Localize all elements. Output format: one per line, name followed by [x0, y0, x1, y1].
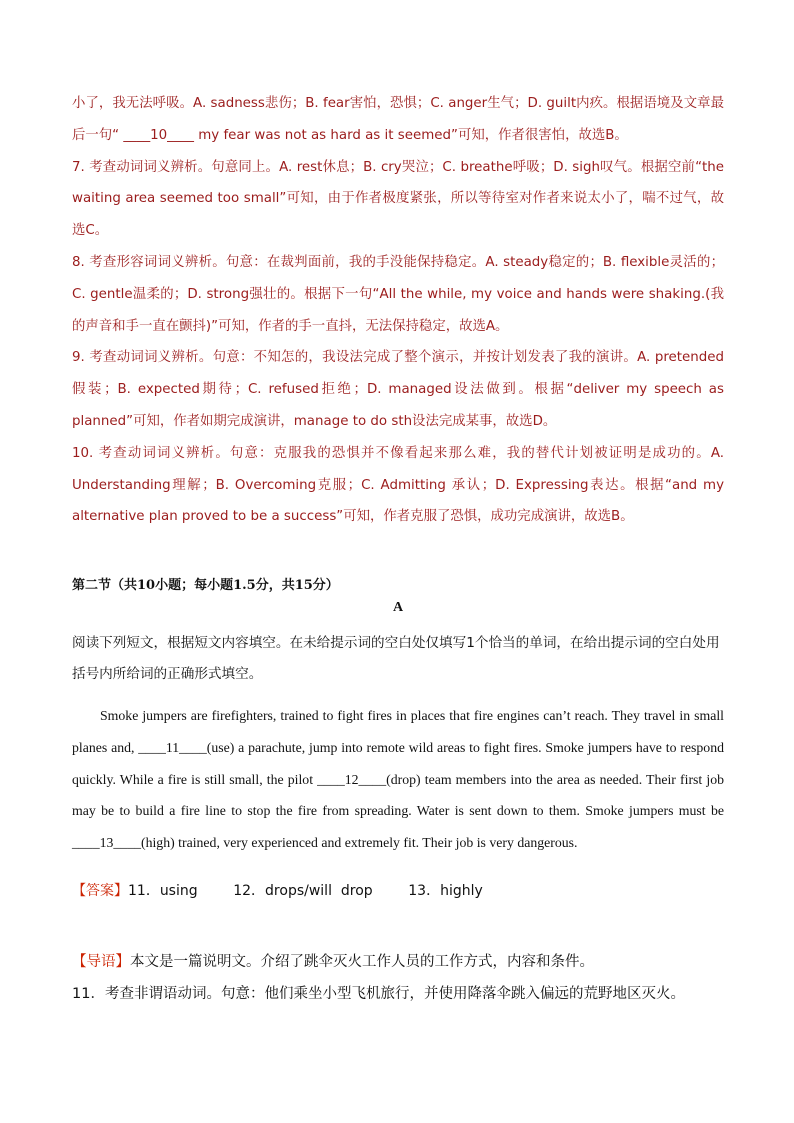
guide-line: [72, 946, 732, 978]
explanation-6-cont: 小了，我无法呼吸。A. sadness悲伤；B. fear害怕，恐惧；C. anger生气；D. guilt内疚。根据语境及文章最后一句“ ____10____ my fear was not as hard as it seemed”可知，作者很害怕，故选B。: [72, 96, 724, 143]
explanation-9: 9. 考查动词词义辨析。句意：不知怎的，我设法完成了整个演示，并按计划发表了我的演讲。A. pretended假装；B. expected期待；C. refused拒绝；D. managed设法做到。根据“deliver my speech as planned”可知，作者如期完成演讲，manage to do sth设法完成某事，故选D。: [72, 350, 724, 429]
document-page: [72, 88, 724, 1002]
answer-line: [72, 880, 483, 900]
guide-label: 【导语】: [72, 954, 130, 970]
explanation-10: 10. 考查动词词义辨析。句意：克服我的恐惧并不像看起来那么难，我的替代计划被证明是成功的。A. Understanding理解；B. Overcoming克服；C. Admitting 承认；D. Expressing表达。根据“and my alternative plan proved to be a success”可知，作者克服了恐惧，成功完成演讲，故选B。: [72, 445, 724, 525]
reading-passage: Smoke jumpers are firefighters, trained to fight fires in places that fire engines can’t reach. They travel in small planes and, ____11____(use) a parachute, jump into remote wild areas to fight fires. Smoke jumpers have to respond quickly. While a fire is still small, the pilot ____12____(drop) team members into the area as needed. Their first job may be to build a fire line to stop the fire from spreading. Water is sent down to them. Smoke jumpers must be ____13____(high) trained, very experienced and extremely fit. Their job is very dangerous.: [72, 708, 724, 851]
guide-text: 本文是一篇说明文。介绍了跳伞灭火工作人员的工作方式，内容和条件。: [130, 954, 594, 970]
section-title: 第二节（共10小题；每小题1.5分，共15分）: [72, 578, 339, 593]
part-label: A: [392, 600, 404, 615]
explanation-8: 8. 考查形容词词义辨析。句意：在裁判面前，我的手没能保持稳定。A. steady稳定的；B. flexible灵活的；C. gentle温柔的；D. strong强壮的。根据下一句“All the while, my voice and hands were shaking.(我的声音和手一直在颤抖)”可知，作者的手一直抖，无法保持稳定，故选A。: [72, 254, 724, 334]
answer-text: 11．using 12．drops/will drop 13．highly: [128, 883, 483, 899]
explanation-7: 7. 考查动词词义辨析。句意同上。A. rest休息；B. cry哭泣；C. breathe呼吸；D. sigh叹气。根据空前“the waiting area seemed too small”可知，由于作者极度紧张，所以等待室对作者来说太小了，喘不过气，故选C。: [72, 159, 724, 239]
guide-line-2: 11．考查非谓语动词。句意：他们乘坐小型飞机旅行，并使用降落伞跳入偏远的荒野地区灭火。: [72, 986, 685, 1002]
answer-label: 【答案】: [72, 883, 128, 899]
instructions: 阅读下列短文，根据短文内容填空。在未给提示词的空白处仅填写1个恰当的单词，在给出提示词的空白处用括号内所给词的正确形式填空。: [72, 635, 720, 682]
guide-block: [72, 946, 732, 1010]
